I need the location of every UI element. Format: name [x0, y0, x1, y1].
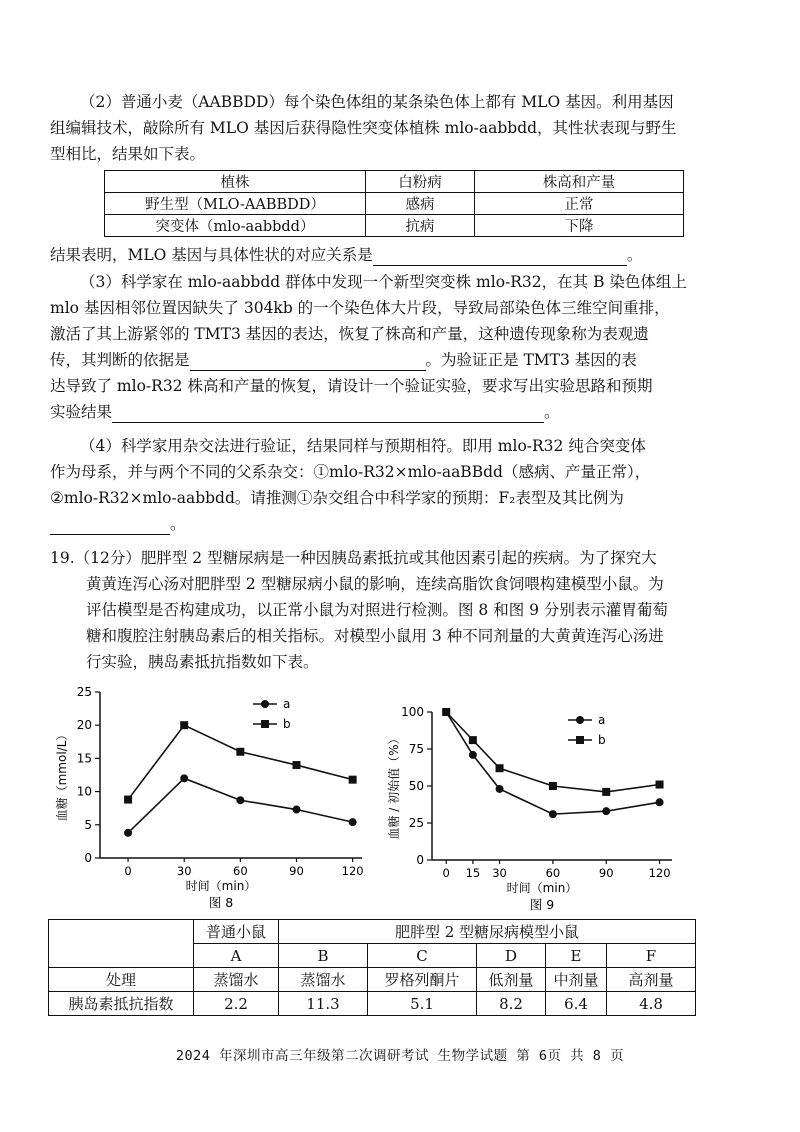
data-point-b — [124, 796, 132, 804]
q3-line6: 实验结果 。 — [50, 403, 560, 421]
data-point-b — [496, 764, 504, 772]
legend-label: b — [283, 717, 291, 731]
q4-line1: （4）科学家用杂交法进行验证，结果同样与预期相符。即用 mlo-R32 纯合突变体 — [80, 437, 646, 455]
y-tick-label: 100 — [401, 705, 424, 719]
answer-blank[interactable] — [373, 249, 627, 266]
table-header: 株高和产量 — [475, 171, 684, 193]
data-point-a — [349, 818, 357, 826]
table-cell: 4.8 — [607, 992, 696, 1016]
y-tick-label: 75 — [408, 742, 424, 756]
q3-line4-text: 传，其判断的依据是 — [50, 351, 190, 369]
x-tick-label: 15 — [465, 866, 481, 880]
q2-line3: 型相比，结果如下表。 — [50, 145, 206, 163]
data-point-b — [180, 721, 188, 729]
table-cell: 高剂量 — [607, 968, 696, 992]
data-point-a — [236, 796, 244, 804]
page-footer: 2024 年深圳市高三年级第二次调研考试 生物学试题 第 6页 共 8 页 — [175, 1048, 625, 1064]
x-tick-label: 120 — [648, 866, 671, 880]
table-cell: 感病 — [366, 193, 475, 215]
figure-9-chart — [387, 690, 692, 914]
data-point-a — [469, 751, 477, 759]
legend-marker — [261, 720, 269, 728]
series-line-a — [446, 712, 659, 814]
x-tick-label: 30 — [492, 866, 507, 880]
data-point-b — [236, 748, 244, 756]
q19-line4: 糖和腹腔注射胰岛素后的相关指标。对模型小鼠用 3 种不同剂量的大黄黄连泻心汤进 — [86, 627, 664, 645]
x-tick-label: 30 — [176, 864, 192, 878]
y-tick-label: 15 — [76, 751, 92, 766]
data-point-b — [656, 781, 664, 789]
group-letter: B — [279, 944, 368, 968]
x-tick-label: 90 — [598, 866, 614, 880]
y-axis-label: 血糖 / 初始值（%） — [387, 732, 401, 840]
table-cell: 抗病 — [366, 215, 475, 237]
x-axis-label: 时间（min） — [185, 879, 257, 893]
q3-line4-tail: 。为验证正是 TMT3 基因的表 — [425, 351, 637, 369]
answer-blank[interactable] — [112, 406, 544, 423]
legend-label: a — [598, 713, 606, 727]
y-tick-label: 20 — [76, 718, 92, 733]
q19-line2: 黄黄连泻心汤对肥胖型 2 型糖尿病小鼠的影响，连续高脂饮食饲喂构建模型小鼠。为 — [86, 575, 664, 593]
row-label: 胰岛素抵抗指数 — [49, 992, 194, 1016]
data-point-a — [293, 806, 301, 814]
phenotype-table — [104, 170, 684, 237]
q19-line1: 19.（12分）肥胖型 2 型糖尿病是一种因胰岛素抵抗或其他因素引起的疾病。为了探究大 — [50, 549, 657, 567]
q3-line5: 达导致了 mlo-R32 株高和产量的恢复，请设计一个验证实验，要求写出实验思路和预期 — [50, 377, 653, 395]
y-axis-label: 血糖（mmol/L） — [55, 728, 69, 822]
table-cell: 6.4 — [546, 992, 607, 1016]
y-tick-label: 50 — [408, 779, 424, 793]
group-model-mice: 肥胖型 2 型糖尿病模型小鼠 — [279, 920, 696, 944]
data-point-a — [656, 798, 664, 806]
figure-8-chart — [40, 682, 380, 914]
group-letter: D — [477, 944, 546, 968]
table-cell: 5.1 — [368, 992, 477, 1016]
table-cell: 低剂量 — [477, 968, 546, 992]
q3-line6-text: 实验结果 — [50, 403, 113, 421]
table-cell: 8.2 — [477, 992, 546, 1016]
y-tick-label: 25 — [408, 816, 424, 830]
figure-caption: 图 8 — [208, 895, 234, 910]
q4-line2: 作为母系，并与两个不同的父系杂交：①mlo-R32×mlo-aaBBdd（感病、产量正常）， — [50, 463, 651, 481]
row-label: 处理 — [49, 968, 194, 992]
data-point-b — [349, 776, 357, 784]
x-tick-label: 120 — [341, 864, 364, 878]
q3-line4 — [50, 350, 637, 371]
table-cell: 野生型（MLO-AABBDD） — [105, 193, 366, 215]
y-tick-label: 25 — [76, 685, 92, 699]
y-tick-label: 10 — [76, 784, 92, 799]
table-header-row — [105, 171, 684, 193]
legend-marker — [576, 736, 584, 744]
table-header: 植株 — [105, 171, 366, 193]
insulin-resistance-table — [48, 919, 696, 1016]
data-point-a — [549, 810, 557, 818]
group-letter: E — [546, 944, 607, 968]
legend-label: b — [598, 733, 606, 747]
data-point-b — [469, 736, 477, 744]
x-tick-label: 90 — [289, 864, 304, 878]
x-tick-label: 0 — [442, 866, 450, 880]
table-cell: 蒸馏水 — [194, 968, 279, 992]
group-letter: A — [194, 944, 279, 968]
series-line-b — [128, 725, 353, 799]
q19-line3: 评估模型是否构建成功，以正常小鼠为对照进行检测。图 8 和图 9 分别表示灌胃葡萄 — [86, 601, 668, 619]
series-line-b — [446, 712, 659, 792]
table-cell: 11.3 — [279, 992, 368, 1016]
table-cell: 蒸馏水 — [279, 968, 368, 992]
q2-line2: 组编辑技术，敲除所有 MLO 基因后获得隐性突变体植株 mlo-aabbdd，其性状表现与野生 — [50, 119, 677, 137]
x-axis-label: 时间（min） — [506, 881, 578, 895]
legend-marker — [261, 700, 269, 708]
group-letter: F — [607, 944, 696, 968]
group-normal-mice: 普通小鼠 — [194, 920, 279, 944]
group-letter: C — [368, 944, 477, 968]
table-header: 白粉病 — [366, 171, 475, 193]
q4-line3: ②mlo-R32×mlo-aabbdd。请推测①杂交组合中科学家的预期：F₂表型及其比例为 — [50, 489, 624, 507]
q2-line1: （2）普通小麦（AABBDD）每个染色体组的某条染色体上都有 MLO 基因。利用基因 — [80, 93, 674, 111]
answer-blank[interactable] — [50, 518, 170, 535]
data-point-a — [602, 807, 610, 815]
series-line-a — [128, 778, 353, 832]
q19-line5: 行实验，胰岛素抵抗指数如下表。 — [86, 653, 319, 671]
legend-marker — [576, 716, 584, 724]
q3-line1: （3）科学家在 mlo-aabbdd 群体中发现一个新型突变株 mlo-R32，在其 B 染色体组上 — [80, 273, 687, 291]
table-cell: 正常 — [475, 193, 684, 215]
data-point-b — [549, 782, 557, 790]
table-row — [49, 920, 696, 944]
data-point-a — [180, 774, 188, 782]
y-tick-label: 0 — [416, 853, 424, 867]
table-row — [49, 968, 696, 992]
q2-line4: 结果表明，MLO 基因与具体性状的对应关系是 。 — [50, 246, 643, 264]
table-cell: 中剂量 — [546, 968, 607, 992]
table-row — [49, 992, 696, 1016]
table-cell: 罗格列酮片 — [368, 968, 477, 992]
data-point-a — [124, 829, 132, 837]
table-cell: 下降 — [475, 215, 684, 237]
figure-caption: 图 9 — [529, 897, 555, 912]
y-tick-label: 0 — [84, 851, 92, 865]
q3-line2: mlo 基因相邻位置因缺失了 304kb 的一个染色体大片段，导致局部染色体三维空间重排， — [50, 299, 670, 317]
y-tick-label: 5 — [84, 817, 92, 832]
x-tick-label: 0 — [124, 864, 132, 878]
answer-blank[interactable] — [190, 354, 426, 371]
table-cell: 2.2 — [194, 992, 279, 1016]
table-corner-cell — [49, 920, 194, 968]
table-row — [105, 193, 684, 215]
table-row — [105, 215, 684, 237]
x-tick-label: 60 — [233, 864, 248, 878]
data-point-a — [496, 785, 504, 793]
data-point-b — [442, 708, 450, 716]
x-tick-label: 60 — [545, 866, 561, 880]
q4-line4: 。 — [50, 514, 186, 535]
table-cell: 突变体（mlo-aabbdd） — [105, 215, 366, 237]
q2-line4-text: 结果表明，MLO 基因与具体性状的对应关系是 — [50, 246, 373, 264]
legend-label: a — [283, 697, 291, 711]
data-point-b — [293, 761, 301, 769]
data-point-b — [602, 788, 610, 796]
q3-line3: 激活了其上游紧邻的 TMT3 基因的表达，恢复了株高和产量，这种遗传现象称为表观遗 — [50, 325, 649, 343]
